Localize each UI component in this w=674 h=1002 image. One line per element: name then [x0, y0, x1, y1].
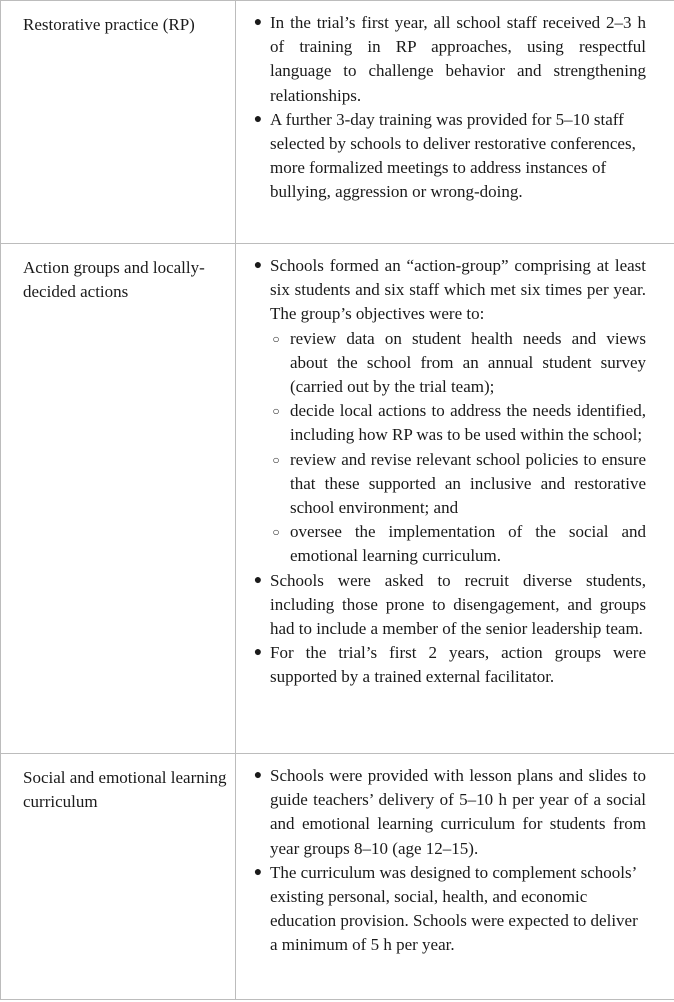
- sub-list-item-text: decide local actions to address the needs identified, including how RP was to be used within the school;: [290, 401, 646, 445]
- row-label: Restorative practice (RP): [23, 15, 195, 34]
- row-label-cell: [1, 244, 236, 754]
- table-row: [1, 754, 674, 1000]
- circle-bullet-icon: ○: [272, 452, 280, 467]
- table-row: [1, 1, 674, 244]
- row-content-cell: [236, 1, 674, 244]
- row-label-cell: [1, 754, 236, 1000]
- bullet-list: [236, 1, 674, 205]
- bullet-list: [236, 754, 674, 958]
- circle-bullet-icon: ○: [272, 331, 280, 346]
- row-label: Social and emotional learning curriculum: [23, 768, 227, 811]
- row-content-cell: [236, 244, 674, 754]
- sub-list: [270, 327, 646, 569]
- list-item-text: Schools formed an “action-group” comprising at least six students and six staff which met six times per year. The group’s objectives were to:: [270, 256, 646, 324]
- list-item: [253, 569, 646, 642]
- sub-list-item-text: review data on student health needs and views about the school from an annual student survey (carried out by the trial team);: [290, 328, 646, 397]
- sub-list-item: [272, 448, 646, 521]
- list-item: [253, 254, 646, 569]
- list-item: [253, 764, 646, 861]
- bullet-icon: ●: [253, 645, 263, 661]
- bullet-icon: ●: [253, 768, 263, 783]
- sub-list-item: [272, 327, 646, 400]
- list-item-text: Schools were provided with lesson plans and slides to guide teachers’ delivery of 5–10 h per year of a social and emotional learning curriculum for students from year groups 8–10 (age 12–15).: [270, 766, 646, 858]
- bullet-icon: ●: [253, 15, 263, 30]
- list-item-text: Schools were asked to recruit diverse students, including those prone to disengagement, and groups had to include a member of the senior leadership team.: [270, 570, 646, 639]
- bullet-icon: ●: [253, 258, 263, 273]
- row-content-cell: [236, 754, 674, 1000]
- bullet-icon: ●: [253, 572, 263, 588]
- list-item-text: A further 3-day training was provided for 5–10 staff selected by schools to deliver restorative conferences, more formalized meetings to address instances of bullying, aggression or wrong-doing.: [270, 109, 636, 202]
- list-item-text: For the trial’s first 2 years, action groups were supported by a trained external facilitator.: [270, 643, 646, 687]
- bullet-list: [236, 244, 674, 690]
- list-item: [253, 641, 646, 689]
- circle-bullet-icon: ○: [272, 404, 280, 419]
- bullet-icon: ●: [253, 111, 263, 127]
- sub-list-item-text: review and revise relevant school policies to ensure that these supported an inclusive and restorative school environment; and: [290, 449, 646, 518]
- sub-list-item: [272, 399, 646, 447]
- table-row: [1, 244, 674, 754]
- sub-list-item: [272, 520, 646, 568]
- list-item-text: The curriculum was designed to complement schools’ existing personal, social, health, and economic education provision. Schools were expected to deliver a minimum of 5 h per year.: [270, 862, 638, 955]
- table-body: [1, 1, 674, 1000]
- bullet-icon: ●: [253, 864, 263, 880]
- list-item-text: In the trial’s first year, all school staff received 2–3 h of training in RP approaches, using respectful language to challenge behavior and strengthening relationships.: [270, 13, 646, 105]
- sub-list-item-text: oversee the implementation of the social and emotional learning curriculum.: [290, 522, 646, 566]
- list-item: [253, 11, 646, 108]
- row-label-cell: [1, 1, 236, 244]
- row-label: Action groups and locally-decided actions: [23, 258, 205, 301]
- list-item: [253, 861, 646, 958]
- list-item: [253, 108, 646, 205]
- circle-bullet-icon: ○: [272, 525, 280, 540]
